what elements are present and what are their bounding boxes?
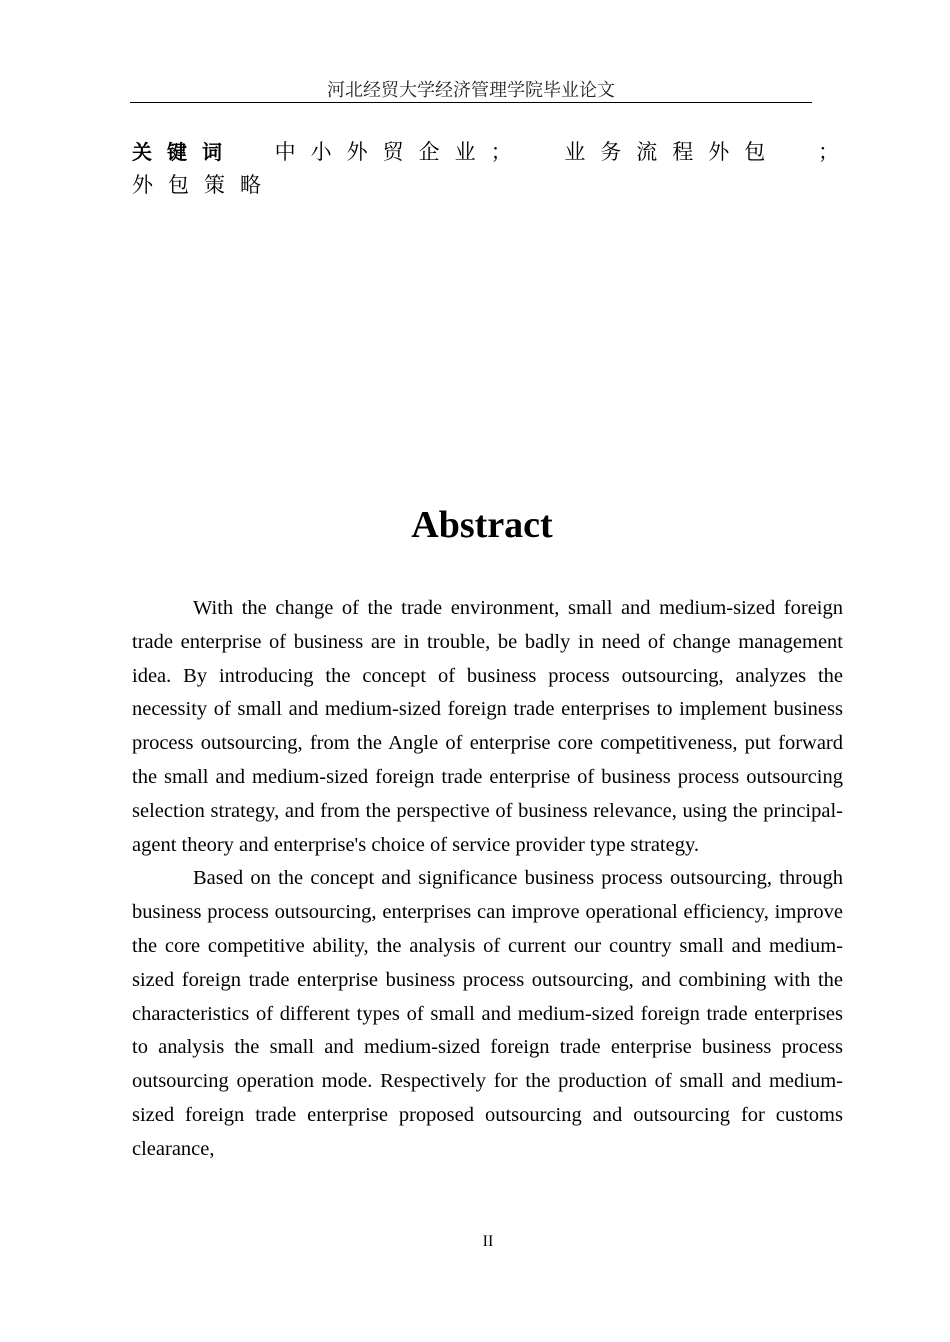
keywords-row: [132, 169, 854, 202]
page-number: II: [482, 1233, 494, 1250]
keyword-item: 业务流程外包: [564, 140, 781, 164]
keywords-row: [132, 136, 854, 169]
keyword-item: 外包策略: [132, 173, 276, 197]
abstract-body: [132, 592, 843, 1167]
keyword-item: 中小外贸企业；: [274, 140, 527, 164]
keywords-label: 关键词: [132, 140, 237, 164]
abstract-paragraph: Based on the concept and significance business process outsourcing, through business process outsourcing, enterprises can improve operational efficiency, improve the core competitive ability, the analysis of current our country small and medium-sized foreign trade enterprise business process outsourcing, and combining with the characteristics of different types of small and medium-sized foreign trade enterprises to analysis the small and medium-sized foreign trade enterprise business process outsourcing operation mode. Respectively for the production of small and medium-sized foreign trade enterprise proposed outsourcing and outsourcing for customs clearance,: [132, 867, 843, 1160]
keywords-section: [132, 136, 854, 202]
abstract-paragraph: With the change of the trade environment, small and medium-sized foreign trade enterprise of business are in trouble, be badly in need of change management idea. By introducing the concept of business process outsourcing, analyzes the necessity of small and medium-sized foreign trade enterprises to implement business process outsourcing, from the Angle of enterprise core competitiveness, put forward the small and medium-sized foreign trade enterprise of business process outsourcing selection strategy, and from the perspective of business relevance, using the principal-agent theory and enterprise's choice of service provider type strategy.: [132, 597, 843, 856]
abstract-title: Abstract: [411, 504, 553, 546]
running-header: [130, 78, 812, 103]
header-title: 河北经贸大学经济管理学院毕业论文: [327, 80, 615, 100]
keyword-separator: ；: [817, 140, 854, 164]
